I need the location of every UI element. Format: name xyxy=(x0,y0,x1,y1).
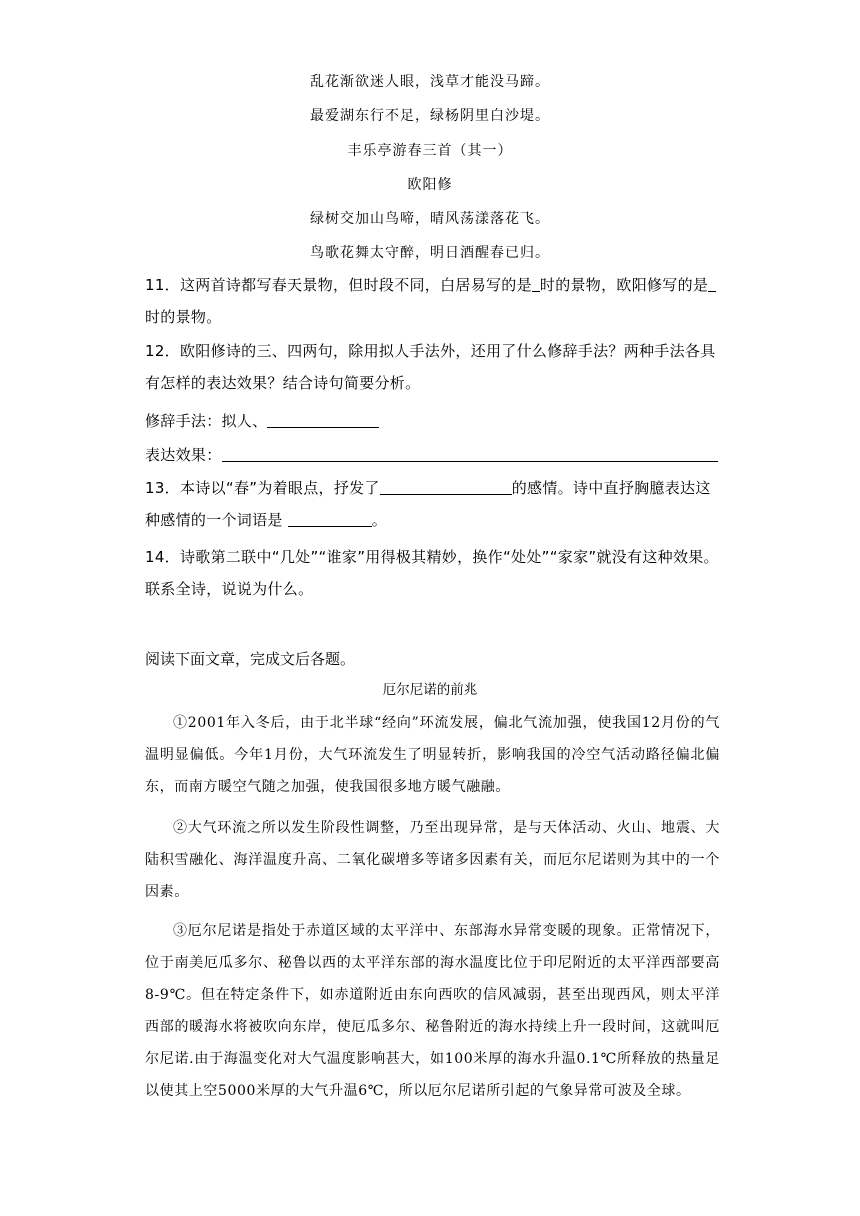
reading-intro: 阅读下面文章，完成文后各题。 xyxy=(145,650,356,668)
question-11 xyxy=(145,269,720,333)
q13-text-1: 13．本诗以“春”为着眼点，抒发了 xyxy=(145,479,380,497)
q12-rhetoric-label: 修辞手法：拟人、 xyxy=(145,412,268,430)
poem2-line2: 鸟歌花舞太守醉，明日酒醒春已归。 xyxy=(310,245,550,261)
article-paragraph-1: ①2001年入冬后，由于北半球“经向”环流发展，偏北气流加强，使我国12月份的气温明显偏低。今年1月份，大气环流发生了明显转折，影响我国的冷空气活动路径偏北偏东，而南方暖空气随之加强，使我国很多地方暖气融融。 xyxy=(145,715,720,795)
question-12 xyxy=(145,335,720,399)
q13-text-3: 。 xyxy=(371,511,388,529)
q12-effect-blank[interactable] xyxy=(222,445,718,462)
q11-text-3: 时的景物。 xyxy=(145,308,222,326)
poem1-line4: 最爱湖东行不足，绿杨阴里白沙堤。 xyxy=(310,108,550,124)
q11-text-1: 11．这两首诗都写春天景物，但时段不同，白居易写的是 xyxy=(145,276,532,294)
q11-blank-1[interactable] xyxy=(532,275,540,292)
article-paragraph-2: ②大气环流之所以发生阶段性调整，乃至出现异常，是与天体活动、火山、地震、大陆积雪融化、海洋温度升高、二氧化碳增多等诸多因素有关，而厄尔尼诺则为其中的一个因素。 xyxy=(145,820,720,900)
poem1-line3: 乱花渐欲迷人眼，浅草才能没马蹄。 xyxy=(310,74,550,90)
q12-effect-label: 表达效果： xyxy=(145,446,222,464)
q12-rhetoric-row xyxy=(145,405,720,437)
article-paragraph-3: ③厄尔尼诺是指处于赤道区域的太平洋中、东部海水异常变暖的现象。正常情况下，位于南美厄瓜多尔、秘鲁以西的太平洋东部的海水温度比位于印尼附近的太平洋西部要高 8-9℃。但在特定条件下，如赤道附近由东向西吹的信风减弱，甚至出现西风，则太平洋西部的暖海水将被吹向东岸，使厄瓜多尔、秘鲁附近的海水持续上升一段时间，这就叫厄尔尼诺.由于海温变化对大气温度影响甚大，如100米厚的海水升温0.1℃所释放的热量足以使其上空5000米厚的大气升温6℃，所以厄尔尼诺所引起的气象异常可波及全球。 xyxy=(145,923,735,1099)
article-title: 厄尔尼诺的前兆 xyxy=(382,682,478,698)
q12-text: 12．欧阳修诗的三、四两句，除用拟人手法外，还用了什么修辞手法？两种手法各具有怎样的表达效果？结合诗句简要分析。 xyxy=(145,342,716,392)
poem2-title: 丰乐亭游春三首（其一） xyxy=(347,143,513,159)
question-14 xyxy=(145,541,720,605)
q13-text-2: 的感情。诗中直抒胸臆表达这种感情的一个词语是 xyxy=(145,479,711,529)
q14-text: 14．诗歌第二联中“几处”“谁家”用得极其精妙，换作“处处”“家家”就没有这种效果。联系全诗，说说为什么。 xyxy=(145,548,719,598)
q11-blank-2[interactable] xyxy=(708,275,716,292)
poem2-author: 欧阳修 xyxy=(407,177,453,193)
poem2-line1: 绿树交加山鸟啼，晴风荡漾落花飞。 xyxy=(310,211,550,227)
q13-blank-2[interactable] xyxy=(288,510,372,527)
q13-blank-1[interactable] xyxy=(380,478,512,495)
q12-effect-row xyxy=(145,439,720,471)
q12-rhetoric-blank[interactable] xyxy=(267,411,379,428)
question-13 xyxy=(145,472,720,536)
q11-text-2: 时的景物，欧阳修写的是 xyxy=(539,276,709,294)
